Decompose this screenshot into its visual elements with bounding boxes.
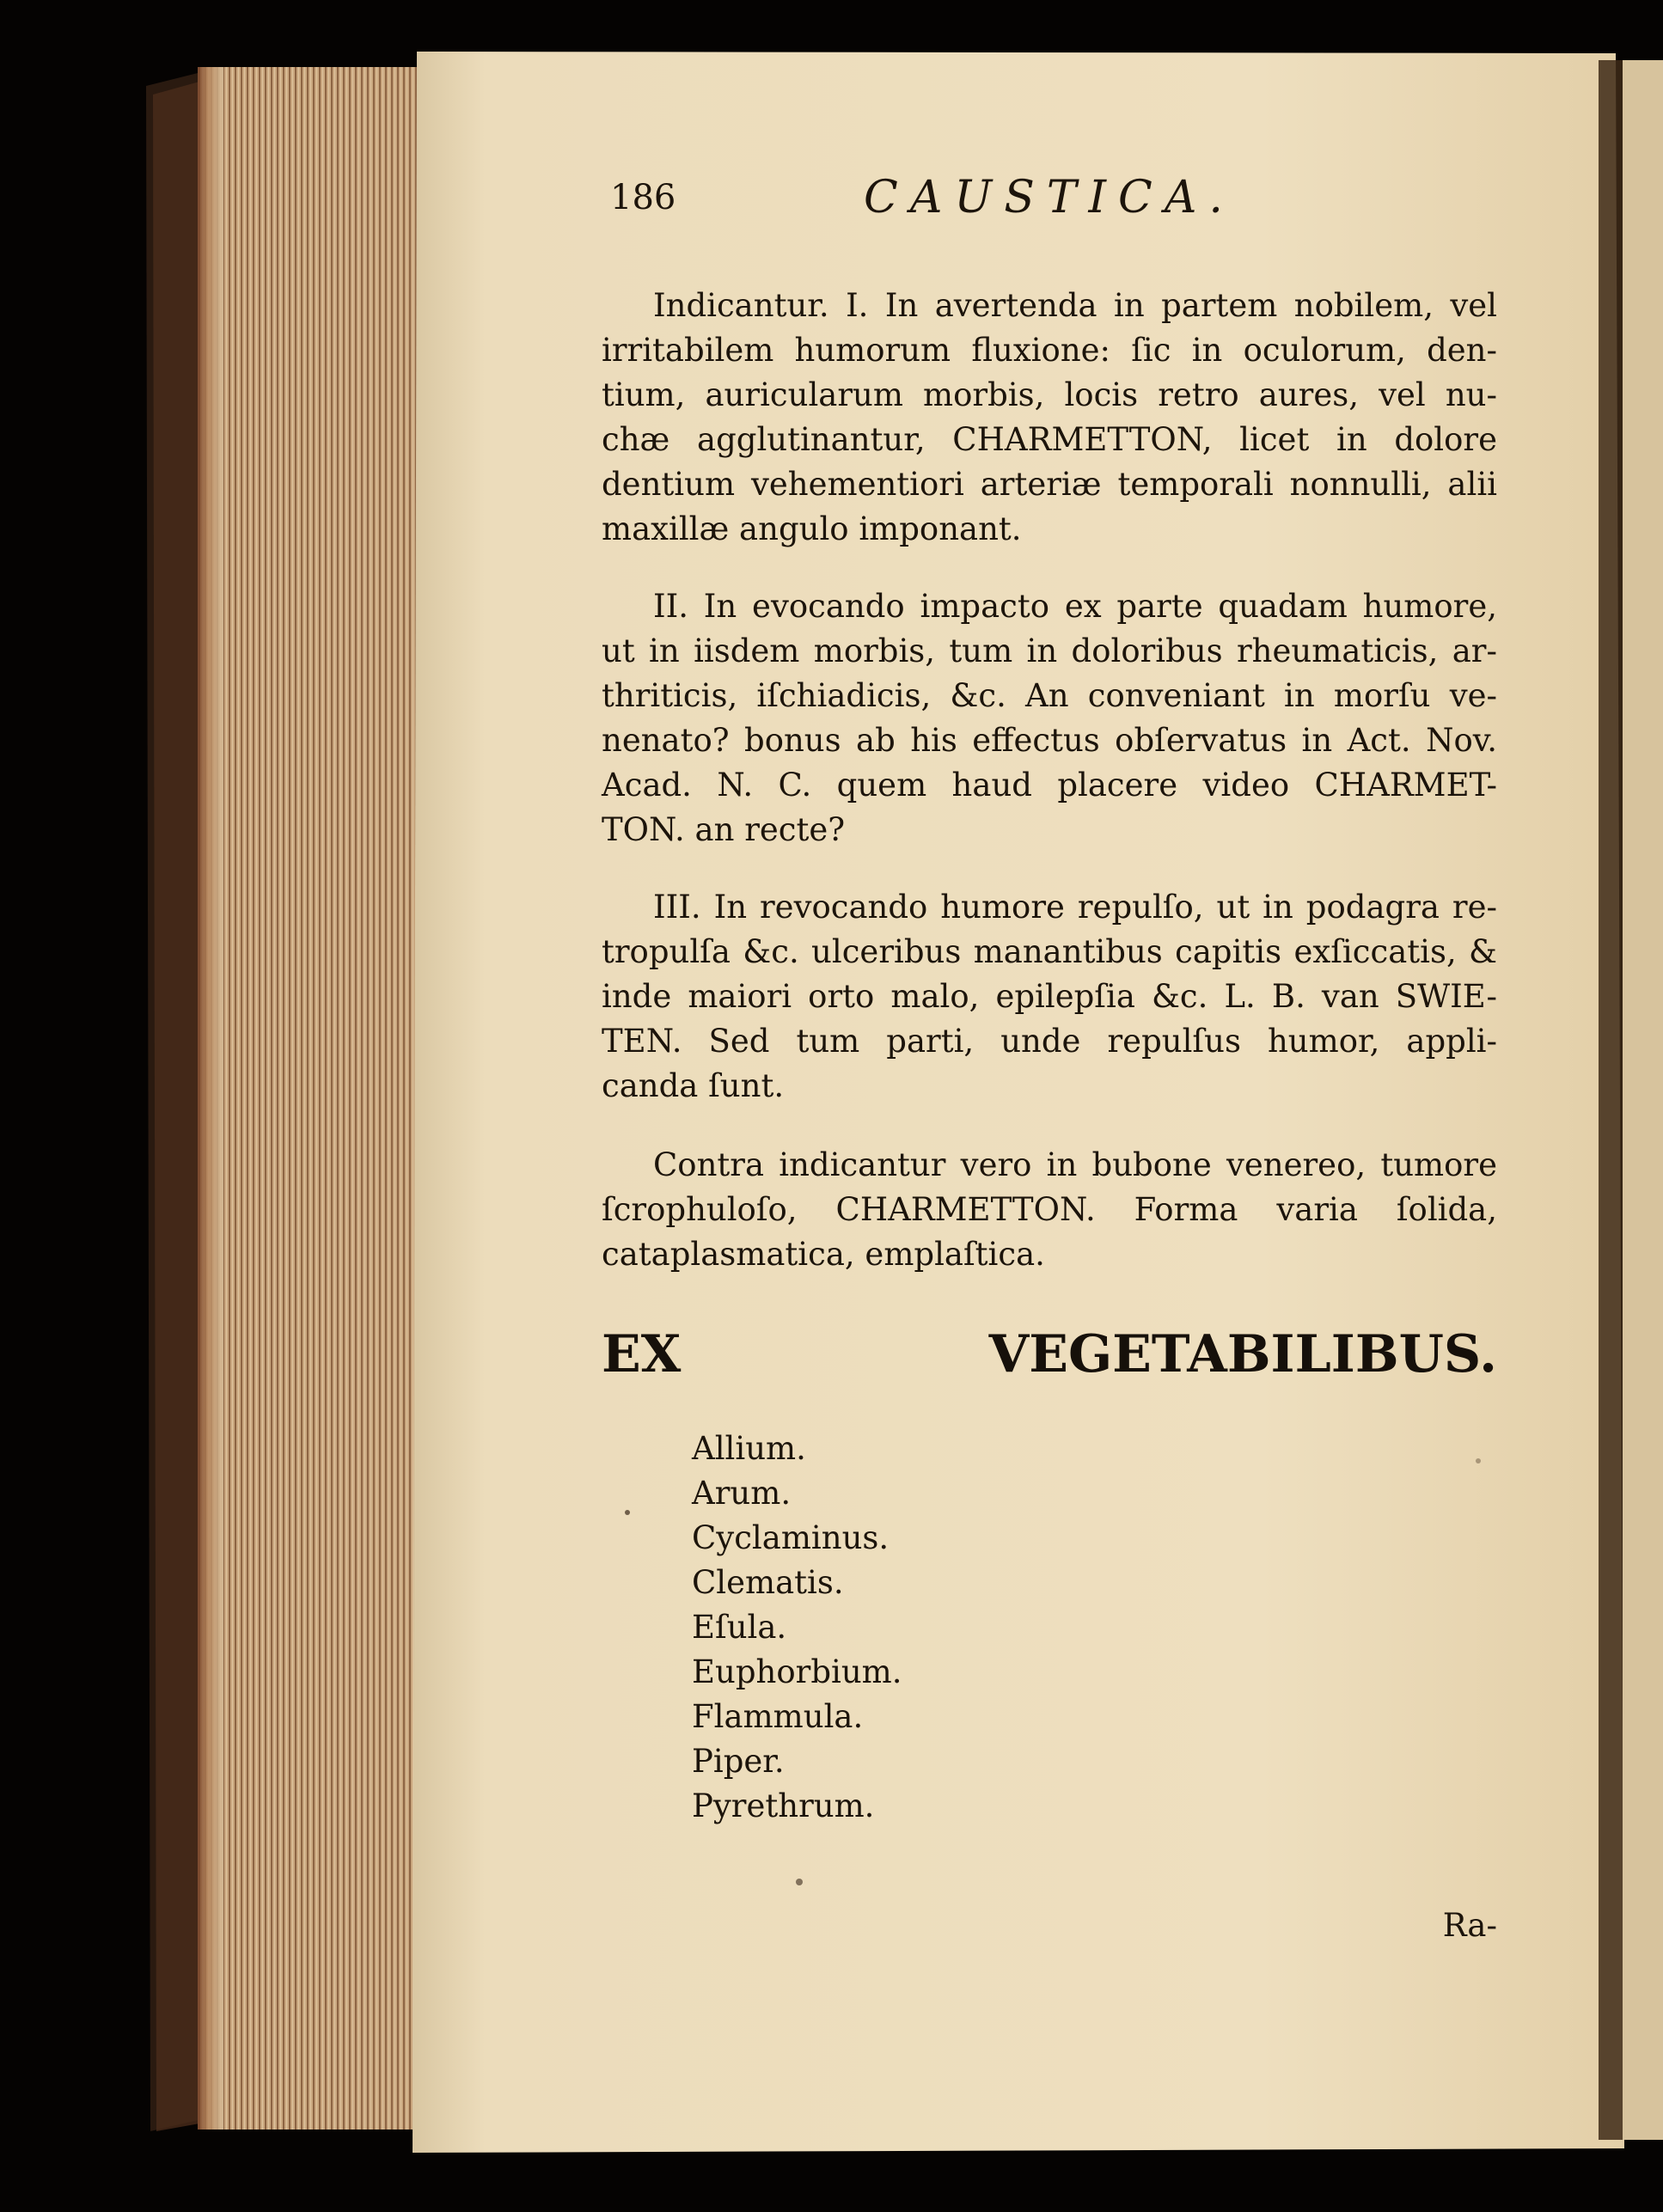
paragraph-line: III. In revocando humore repulſo, ut in podagra re- xyxy=(653,889,1497,926)
paragraph-line: irritabilem humorum fluxione: ſic in oculorum, den- xyxy=(602,332,1497,369)
list-item: Arum. xyxy=(692,1475,792,1512)
running-title: CAUSTICA. xyxy=(864,172,1235,223)
section-heading: EX VEGETABILIBUS. xyxy=(602,1324,1497,1384)
list-item: Euphorbium. xyxy=(692,1653,902,1690)
paragraph-line: cataplasmatica, emplaſtica. xyxy=(602,1236,1045,1273)
paragraph-line: canda ſunt. xyxy=(602,1067,785,1104)
list-item: Clematis. xyxy=(692,1564,844,1601)
facing-page-edge xyxy=(1623,60,1663,2140)
paragraph-line: maxillæ angulo imponant. xyxy=(602,510,1022,547)
paragraph-line: inde maiori orto malo, epilepſia &c. L. B. van SWIE- xyxy=(602,978,1497,1015)
list-item: Allium. xyxy=(692,1430,806,1467)
paragraph-line: TEN. Sed tum parti, unde repulſus humor, appli- xyxy=(602,1023,1497,1060)
list-item: Piper. xyxy=(692,1743,785,1780)
page-text-block xyxy=(602,172,1497,2045)
list-item: Eſula. xyxy=(692,1609,787,1646)
paragraph-line: TON. an recte? xyxy=(602,811,846,848)
gutter-shadow xyxy=(1599,60,1623,2140)
paragraph-line: ſcrophuloſo, CHARMETTON. Forma varia ſolida, xyxy=(602,1191,1497,1228)
running-header xyxy=(602,172,1497,223)
page-edges xyxy=(198,67,417,2130)
paragraph-line: II. In evocando impacto ex parte quadam humore, xyxy=(653,588,1497,625)
paragraph-line: thriticis, iſchiadicis, &c. An conveniant in morſu ve- xyxy=(602,677,1497,714)
paragraph-line: Acad. N. C. quem haud placere video CHARMET- xyxy=(602,767,1497,804)
list-item: Pyrethrum. xyxy=(692,1787,875,1824)
paragraph-line: ut in iisdem morbis, tum in doloribus rheumaticis, ar- xyxy=(602,632,1497,669)
catchword: Ra- xyxy=(1442,1907,1497,1944)
paragraph-line: tium, auricularum morbis, locis retro aures, vel nu- xyxy=(602,376,1497,413)
list-item: Flammula. xyxy=(692,1698,864,1735)
paragraph-line: chæ agglutinantur, CHARMETTON, licet in dolore xyxy=(602,421,1497,458)
paragraph-line: tropulſa &c. ulceribus manantibus capitis exſiccatis, & xyxy=(602,933,1497,970)
list-item: Cyclaminus. xyxy=(692,1519,890,1556)
page-number: 186 xyxy=(610,178,676,217)
paragraph-line: nenato? bonus ab his effectus obſervatus in Act. Nov. xyxy=(602,722,1497,759)
paragraph-line: Contra indicantur vero in bubone venereo, tumore xyxy=(653,1146,1497,1183)
paragraph-line: Indicantur. I. In avertenda in partem nobilem, vel xyxy=(653,287,1497,324)
paragraph-line: dentium vehementiori arteriæ temporali nonnulli, alii xyxy=(602,466,1497,503)
